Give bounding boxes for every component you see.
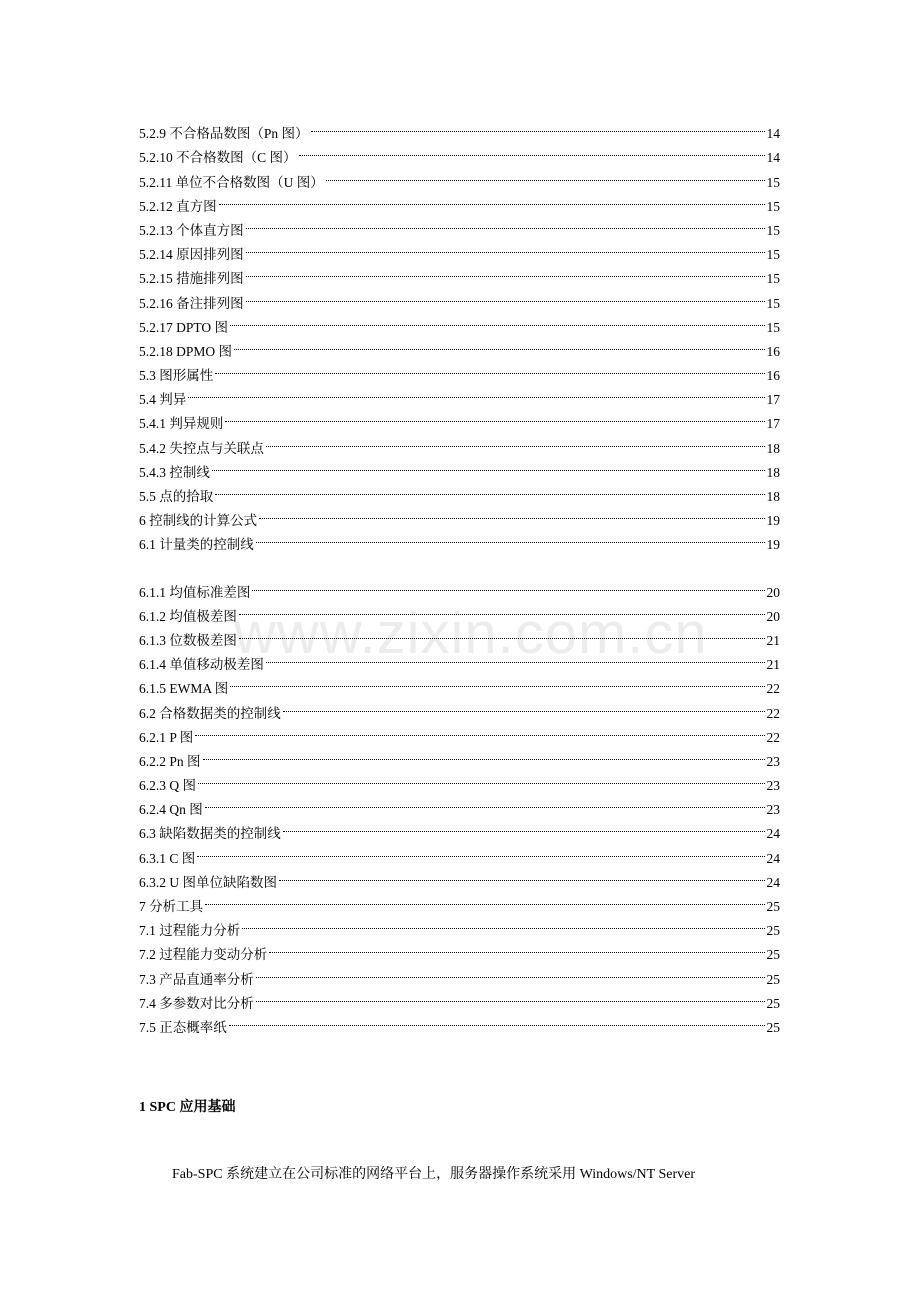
section-heading: 1 SPC 应用基础 [139, 1100, 236, 1115]
toc-entry-page-number: 17 [766, 392, 780, 408]
toc-dot-leader [196, 838, 765, 862]
toc-entry[interactable] [139, 356, 780, 384]
toc-entry[interactable] [139, 211, 780, 238]
toc-entry-page-number: 24 [766, 874, 780, 890]
toc-entry-title: 6.2.1 P 图 [139, 729, 194, 745]
toc-entry-title: 6.3 缺陷数据类的控制线 [139, 826, 281, 842]
toc-dot-leader [241, 911, 765, 935]
toc-entry-title: 6.2 合格数据类的控制线 [139, 705, 281, 721]
toc-entry-page-number: 18 [766, 489, 780, 504]
toc-entry-title: 6.2.2 Pn 图 [139, 753, 201, 769]
toc-dot-leader [245, 211, 766, 235]
toc-entry-page-number: 22 [766, 705, 780, 721]
toc-entry-title: 6.2.4 Qn 图 [139, 802, 203, 818]
toc-entry[interactable] [139, 187, 780, 214]
toc-entry-page-number: 21 [766, 632, 780, 648]
toc-entry-title: 5.2.15 措施排列图 [139, 271, 244, 287]
toc-entry-title: 5.2.16 备注排列图 [139, 295, 244, 311]
toc-dot-leader [202, 742, 766, 766]
toc-entry-title: 6.3.2 U 图单位缺陷数图 [139, 874, 277, 890]
toc-dot-leader [204, 790, 766, 814]
toc-entry-title: 5.2.13 个体直方图 [139, 222, 244, 238]
toc-entry[interactable] [139, 838, 780, 866]
toc-entry-page-number: 18 [766, 440, 780, 456]
toc-dot-leader [258, 501, 765, 525]
toc-entry-title: 6 控制线的计算公式 [139, 513, 258, 529]
toc-entry-title: 5.2.10 不合格数图（C 图） [139, 150, 297, 166]
toc-entry-page-number: 23 [766, 778, 780, 794]
toc-entry-page-number: 24 [766, 826, 780, 842]
toc-dot-leader [325, 162, 766, 186]
toc-entry-page-number: 22 [766, 681, 780, 697]
toc-dot-leader [229, 669, 765, 693]
toc-entry-title: 6.1.3 位数极差图 [139, 632, 237, 648]
toc-entry-page-number: 15 [766, 247, 780, 263]
toc-entry-page-number: 23 [766, 802, 780, 818]
toc-dot-leader [204, 887, 765, 911]
toc-dot-leader [211, 453, 766, 477]
toc-entry-page-number: 17 [766, 416, 780, 432]
toc-dot-leader [238, 621, 766, 645]
toc-entry[interactable] [139, 790, 780, 818]
toc-dot-leader [282, 814, 766, 838]
toc-entry-title: 7.3 产品直通率分析 [139, 971, 254, 987]
toc-dot-leader [255, 525, 766, 549]
toc-entry[interactable] [139, 693, 780, 721]
toc-dot-leader [268, 935, 765, 959]
toc-entry-page-number: 25 [766, 899, 780, 914]
toc-entry-title: 7.2 过程能力变动分析 [139, 947, 268, 963]
toc-entry[interactable] [139, 1008, 780, 1035]
toc-dot-leader [278, 863, 766, 887]
toc-entry[interactable] [139, 453, 780, 480]
toc-dot-leader [214, 477, 765, 501]
toc-entry-page-number: 18 [766, 464, 780, 480]
toc-entry[interactable] [139, 114, 780, 142]
toc-entry[interactable] [139, 718, 780, 745]
toc-entry[interactable] [139, 814, 780, 842]
toc-entry-title: 7.5 正态概率纸 [139, 1019, 227, 1035]
toc-entry-page-number: 23 [766, 753, 780, 769]
toc-dot-leader [265, 645, 766, 669]
toc-dot-leader [245, 283, 766, 307]
toc-entry-page-number: 22 [766, 729, 780, 745]
toc-entry[interactable] [139, 332, 780, 359]
toc-dot-leader [238, 597, 766, 621]
toc-entry[interactable] [139, 404, 780, 432]
toc-dot-leader [229, 308, 765, 332]
toc-entry-page-number: 15 [766, 319, 780, 335]
toc-dot-leader [214, 356, 765, 380]
toc-entry-title: 5.3 图形属性 [139, 368, 214, 384]
toc-entry[interactable] [139, 501, 780, 529]
toc-entry[interactable] [139, 428, 780, 456]
toc-dot-leader [233, 332, 765, 356]
toc-entry-title: 5.2.18 DPMO 图 [139, 343, 233, 359]
toc-entry-title: 7.4 多参数对比分析 [139, 995, 254, 1011]
toc-dot-leader [255, 959, 766, 983]
toc-dot-leader [265, 428, 766, 452]
toc-entry-title: 6.1.4 单值移动极差图 [139, 657, 264, 673]
toc-entry-title: 5.4.1 判异规则 [139, 416, 224, 432]
toc-entry-title: 5.2.17 DPTO 图 [139, 319, 229, 335]
watermark: www.zixin.com.cn [234, 601, 708, 666]
toc-dot-leader [197, 766, 766, 790]
toc-entry-title: 5.4 判异 [139, 392, 187, 408]
toc-entry-page-number: 24 [766, 850, 780, 866]
toc-entry-title: 5.2.14 原因排列图 [139, 247, 244, 263]
toc-entry[interactable] [139, 669, 780, 697]
toc-entry[interactable] [139, 572, 780, 600]
toc-entry-page-number: 20 [766, 584, 780, 600]
toc-entry-page-number: 25 [766, 995, 780, 1011]
toc-entry[interactable] [139, 477, 780, 504]
toc-entry[interactable] [139, 887, 780, 914]
toc-entry[interactable] [139, 863, 780, 890]
toc-entry-page-number: 25 [766, 923, 780, 939]
toc-entry-title: 5.2.9 不合格品数图（Pn 图） [139, 126, 309, 142]
toc-entry-page-number: 15 [766, 222, 780, 238]
toc-entry-title: 5.4.2 失控点与关联点 [139, 440, 264, 456]
toc-entry-title: 6.1.1 均值标准差图 [139, 584, 251, 600]
toc-entry-title: 7.1 过程能力分析 [139, 923, 241, 939]
toc-dot-leader [245, 259, 766, 283]
toc-entry-title: 5.5 点的拾取 [139, 489, 214, 504]
toc-entry-title: 6.1 计量类的控制线 [139, 537, 254, 553]
toc-entry-title: 6.3.1 C 图 [139, 850, 196, 866]
toc-dot-leader [310, 114, 766, 138]
toc-dot-leader [228, 1008, 766, 1032]
toc-entry-title: 6.1.5 EWMA 图 [139, 681, 229, 697]
toc-entry-page-number: 14 [766, 150, 780, 166]
toc-dot-leader [224, 404, 765, 428]
toc-entry-page-number: 16 [766, 368, 780, 384]
toc-entry[interactable] [139, 742, 780, 769]
toc-entry-title: 7 分析工具 [139, 899, 204, 914]
toc-dot-leader [218, 187, 766, 211]
toc-dot-leader [187, 380, 765, 404]
toc-entry-page-number: 19 [766, 513, 780, 529]
toc-entry-page-number: 25 [766, 947, 780, 963]
toc-entry-page-number: 20 [766, 608, 780, 624]
toc-dot-leader [255, 984, 766, 1008]
toc-dot-leader [245, 235, 766, 259]
toc-entry[interactable] [139, 911, 780, 939]
toc-entry-page-number: 15 [766, 271, 780, 287]
toc-entry-title: 5.4.3 控制线 [139, 464, 210, 480]
toc-dot-leader [251, 572, 765, 596]
toc-dot-leader [298, 138, 766, 162]
toc-entry-title: 6.2.3 Q 图 [139, 778, 196, 794]
toc-entry-page-number: 14 [766, 126, 780, 142]
toc-entry-page-number: 15 [766, 295, 780, 311]
table-of-contents [139, 114, 780, 1035]
toc-entry-title: 6.1.2 均值极差图 [139, 608, 237, 624]
toc-dot-leader [194, 718, 765, 742]
toc-entry-page-number: 15 [766, 198, 780, 214]
toc-entry[interactable] [139, 380, 780, 408]
toc-entry-page-number: 21 [766, 657, 780, 673]
toc-entry-title: 5.2.11 单位不合格数图（U 图） [139, 174, 324, 190]
toc-dot-leader [282, 693, 766, 717]
toc-entry-page-number: 15 [766, 174, 780, 190]
toc-entry-title: 5.2.12 直方图 [139, 198, 217, 214]
toc-entry[interactable] [139, 308, 780, 335]
toc-entry-page-number: 25 [766, 971, 780, 987]
toc-entry-page-number: 16 [766, 343, 780, 359]
toc-entry-page-number: 19 [766, 537, 780, 553]
body-paragraph: Fab-SPC 系统建立在公司标准的网络平台上，服务器操作系统采用 Windows/NT Server [172, 1167, 696, 1182]
toc-entry-page-number: 25 [766, 1019, 780, 1035]
toc-entry[interactable] [139, 766, 780, 794]
